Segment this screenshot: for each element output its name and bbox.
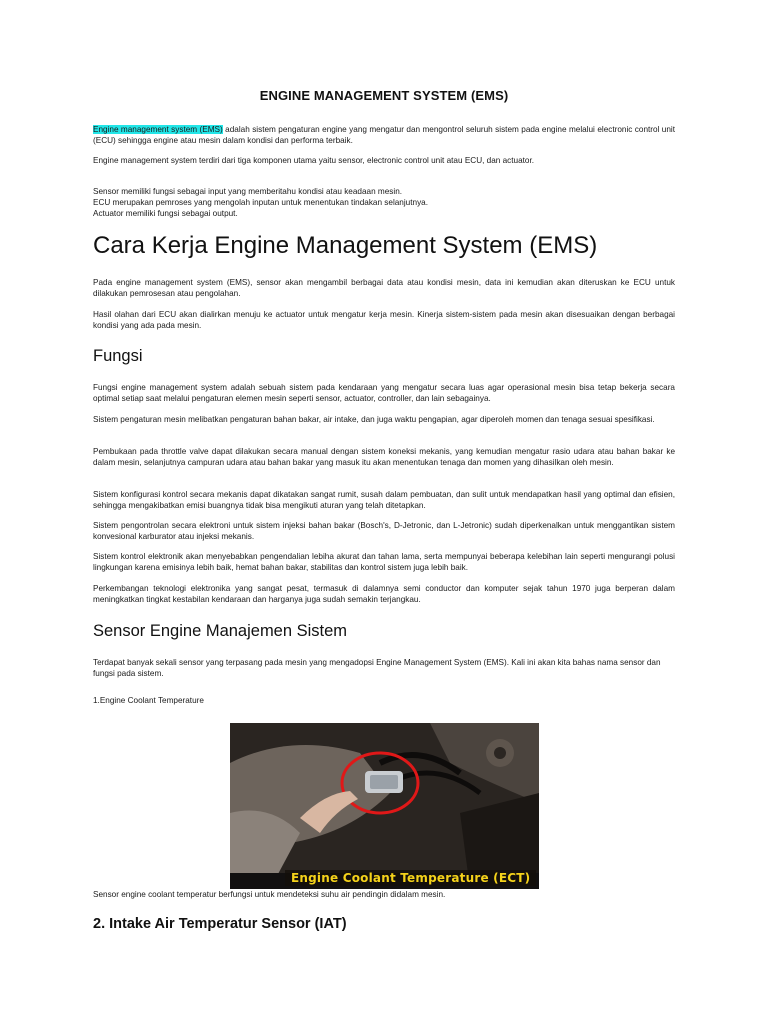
heading-iat: 2. Intake Air Temperatur Sensor (IAT): [93, 916, 347, 932]
document-title: ENGINE MANAGEMENT SYSTEM (EMS): [259, 88, 509, 103]
actuator-line: Actuator memiliki fungsi sebagai output.: [93, 209, 238, 218]
components-paragraph: Engine management system terdiri dari tiga komponen utama yaitu sensor, electronic control unit atau ECU, dan actuator.: [93, 156, 534, 165]
intro-paragraph: [93, 125, 675, 146]
cara-kerja-paragraph-2: Hasil olahan dari ECU akan dialirkan menuju ke actuator untuk mengatur kerja mesin. Kinerja sistem-sistem pada mesin akan disesuaikan dengan berbagai kondisi yang ada pada mesin.: [93, 310, 675, 330]
heading-sensor: Sensor Engine Manajemen Sistem: [93, 622, 348, 640]
highlighted-term: Engine management system (EMS): [93, 125, 223, 134]
ect-sensor-photo: [230, 723, 539, 889]
fungsi-paragraph-2: Sistem pengaturan mesin melibatkan pengaturan bahan bakar, air intake, dan juga waktu pengapian, agar diperoleh momen dan tenaga sesuai spesifikasi.: [93, 415, 655, 424]
ecu-line: ECU merupakan pemroses yang mengolah inputan untuk menentukan tindakan selanjutnya.: [93, 198, 428, 207]
heading-fungsi: Fungsi: [93, 347, 143, 365]
sensor-line: Sensor memiliki fungsi sebagai input yang memberitahu kondisi atau keadaan mesin.: [93, 187, 403, 196]
fungsi-paragraph-4: Sistem konfigurasi kontrol secara mekanis dapat dikatakan sangat rumit, susah dalam pembuatan, dan sulit untuk mendapatkan hasil yang optimal dan efisien, sehingga mengakibatkan emisi buangnya tidak bisa mengikuti aturan yang telah ditetapkan.: [93, 490, 675, 510]
fungsi-paragraph-6: Sistem kontrol elektronik akan menyebabkan pengendalian lebiha akurat dan tahan lama, serta mempunyai beberapa kelebihan lain seperti mengurangi polusi lingkungan karena emisinya lebih baik, hemat bahan bakar, stabilitas dan kontrol sistem juga lebih baik.: [93, 552, 675, 572]
list-item-ect: 1.Engine Coolant Temperature: [93, 696, 204, 705]
ect-description: Sensor engine coolant temperatur berfungsi untuk mendeteksi suhu air pendingin didalam mesin.: [93, 890, 446, 899]
heading-cara-kerja: Cara Kerja Engine Management System (EMS): [93, 232, 598, 259]
sensor-intro-paragraph: Terdapat banyak sekali sensor yang terpasang pada mesin yang mengadopsi Engine Management System (EMS). Kali ini akan kita bahas nama sensor dan fungsi pada sistem.: [93, 658, 661, 678]
fungsi-paragraph-7: Perkembangan teknologi elektronika yang sangat pesat, termasuk di dalamnya semi conductor dan komputer sejak tahun 1970 juga berperan dalam meningkatkan tingkat kestabilan kendaraan dan harganya juga sudah semakin terjangkau.: [93, 584, 675, 604]
fungsi-paragraph-5: Sistem pengontrolan secara elektroni untuk sistem injeksi bahan bakar (Bosch's, D-Jetronic, dan L-Jetronic) sudah diperkenalkan untuk menggantikan sistem konvesional karburator atau injeksi mekanis.: [93, 521, 675, 541]
intro-text: adalah sistem pengaturan engine yang mengatur dan mengontrol seluruh sistem pada engine melalui electronic control unit (ECU) sehingga engine atau mesin dalam kondisi dan performa terbaik.: [93, 125, 676, 145]
fungsi-paragraph-3: Pembukaan pada throttle valve dapat dilakukan secara manual dengan sistem koneksi mekanis, yang kemudian mengatur rasio udara atau bahan bakar ke dalam mesin, selanjutnya campuran udara atau bahan bakar yang masuk itu akan menentukan tenaga dan momen yang dihasilkan oleh mesin.: [93, 447, 675, 467]
cara-kerja-paragraph-1: Pada engine management system (EMS), sensor akan mengambil berbagai data atau kondisi mesin, data ini kemudian akan diteruskan ke ECU untuk dilakukan pemrosesan atau pengolahan.: [93, 278, 675, 298]
engine-photo-illustration: [230, 723, 539, 889]
photo-caption: Engine Coolant Temperature (ECT): [285, 870, 536, 886]
fungsi-paragraph-1: Fungsi engine management system adalah sebuah sistem pada kendaraan yang mengatur secara luas agar operasional mesin bisa tetap bekerja secara optimal setiap saat melalui pengaturan elemen mesin seperti sensor, actuator, controller, dan lain sebagainya.: [93, 383, 675, 403]
